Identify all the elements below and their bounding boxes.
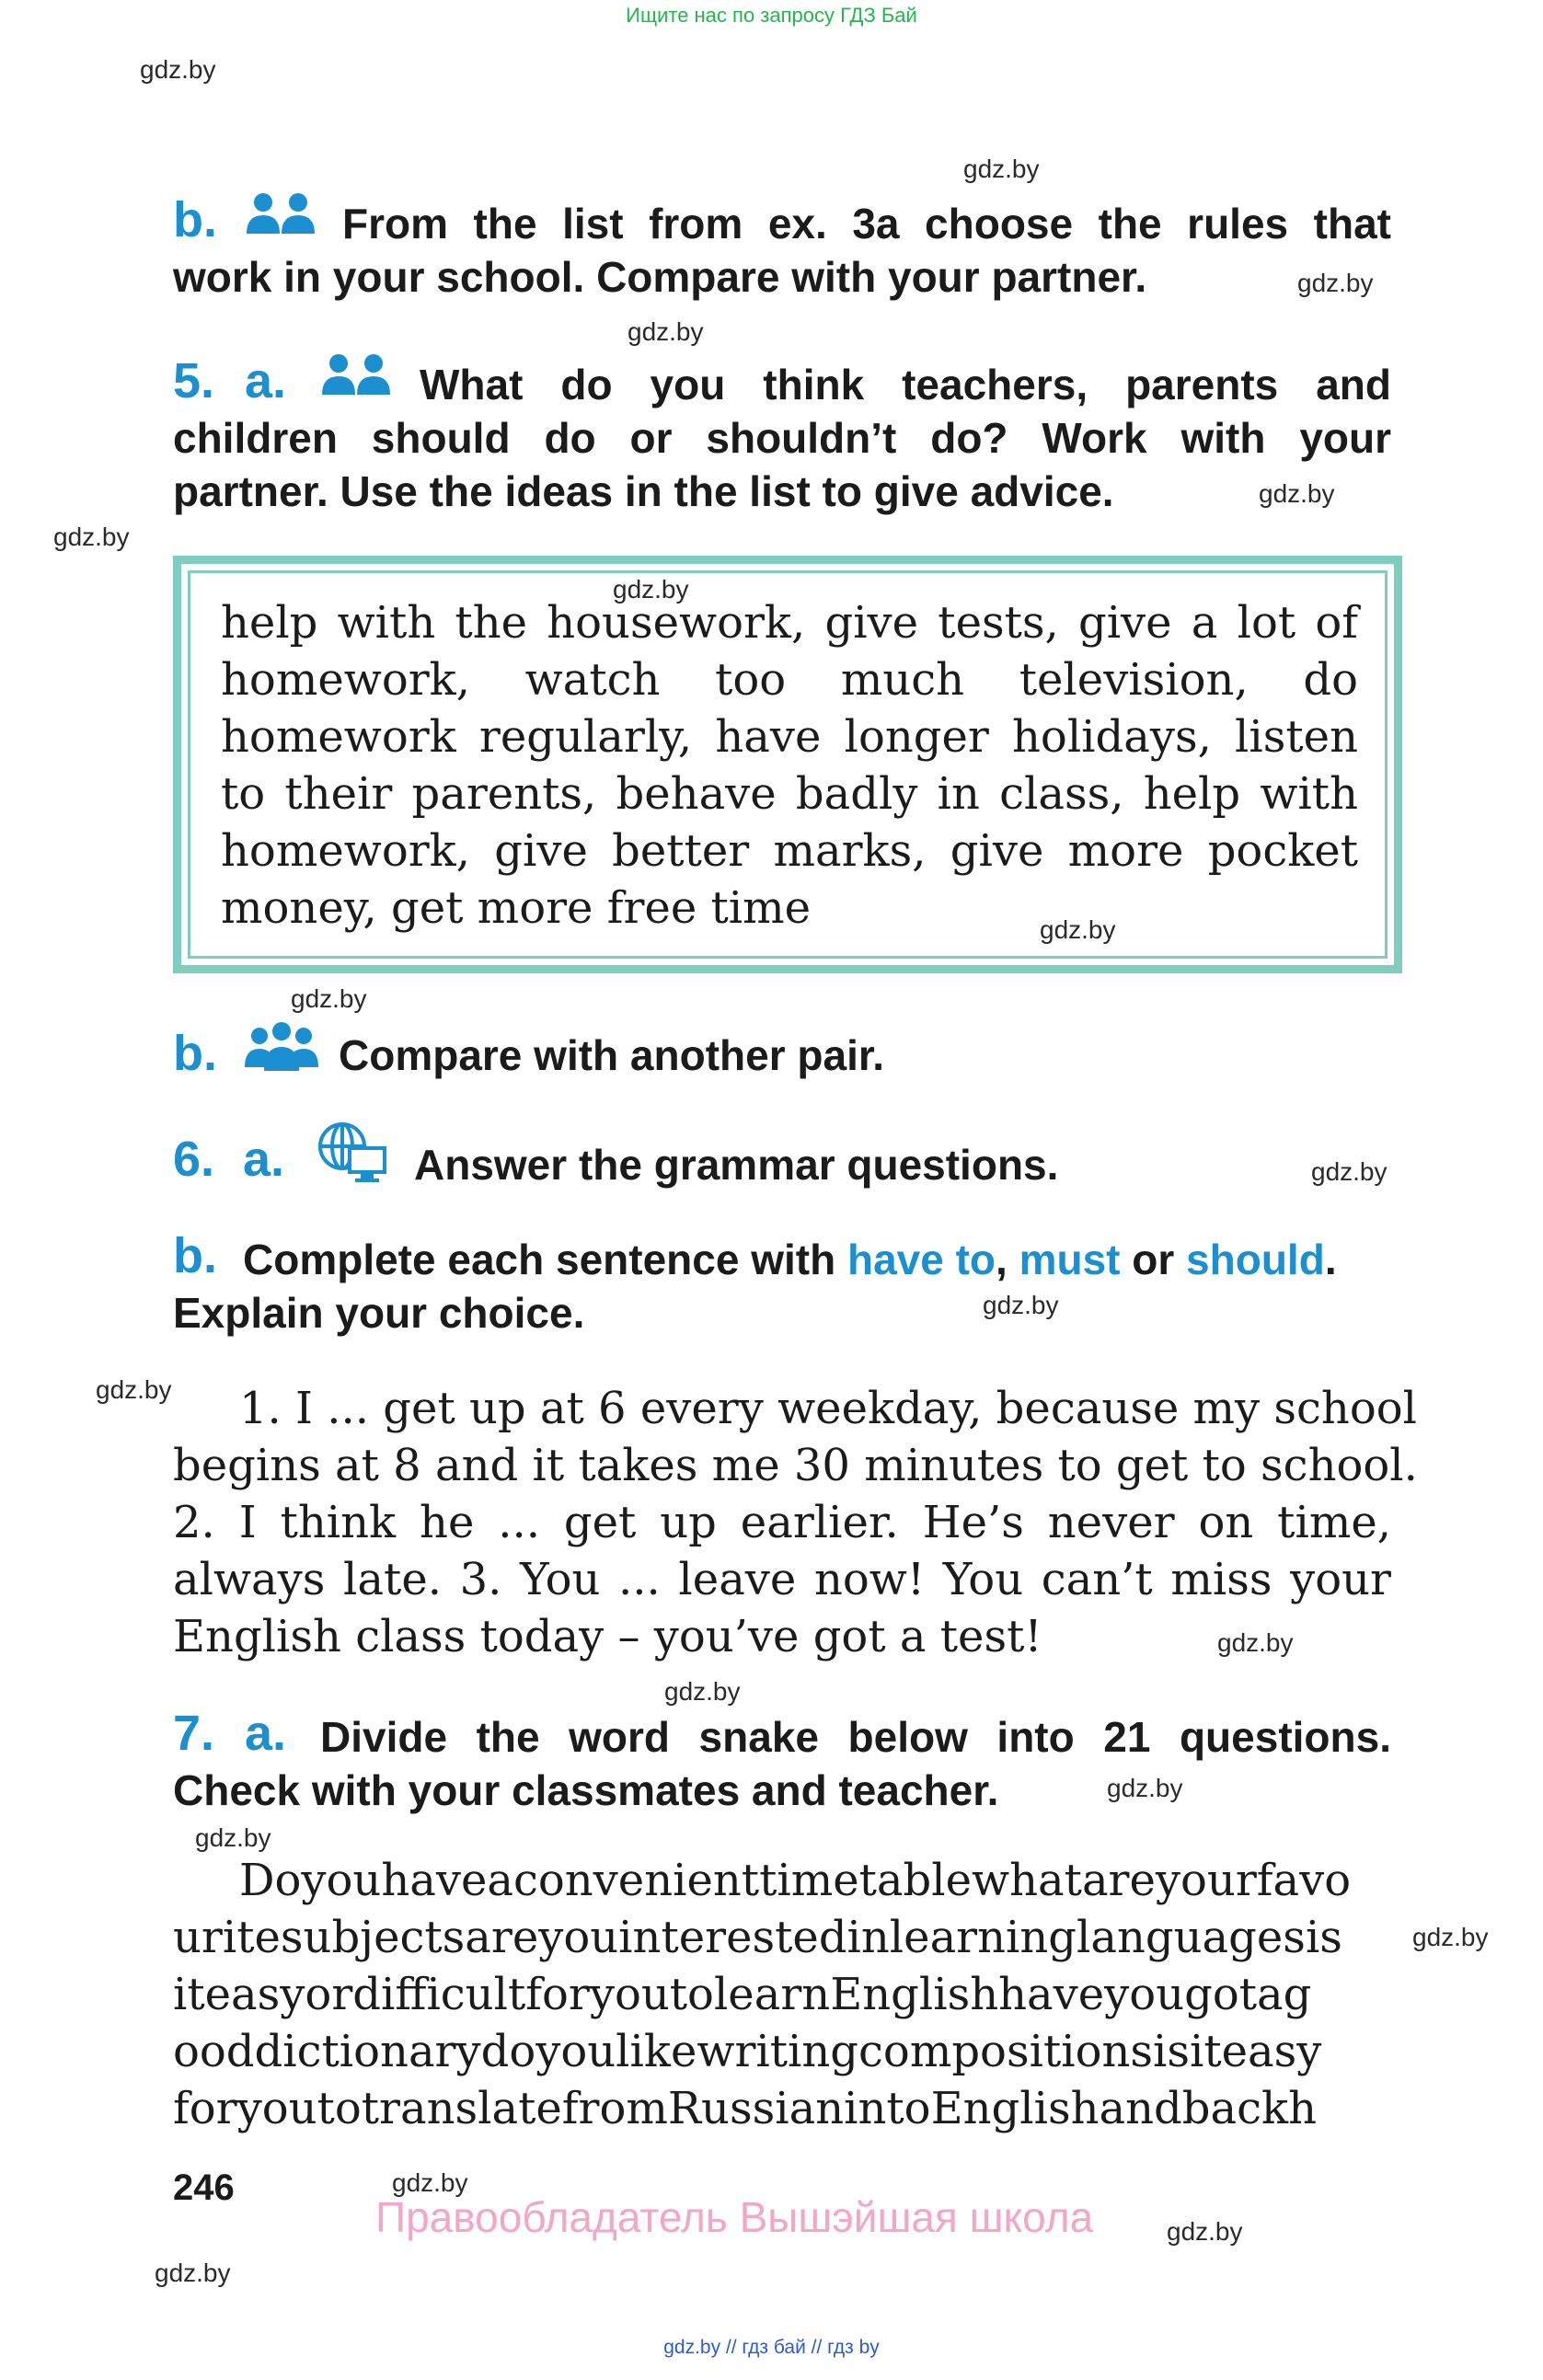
exercise-letter: a.	[245, 353, 287, 408]
exercise-instruction: Divide the word snake below into 21 questions.	[320, 1713, 1391, 1761]
sentence-line: 2. I think he ... get up earlier. He’s never on time,	[173, 1497, 1391, 1548]
modal-option-have-to: have to	[846, 1236, 996, 1283]
exercise-letter: b.	[173, 1228, 217, 1283]
separator: or	[1120, 1236, 1187, 1283]
watermark: gdz.by	[155, 2259, 231, 2287]
exercise-instruction: partner. Use the ideas in the list to give advice.	[173, 467, 1114, 515]
exercise-number: 7.	[173, 1706, 215, 1761]
watermark: gdz.by	[53, 523, 130, 551]
word-snake-line: Doyouhaveaconvenienttimetablewhatareyourfavo	[239, 1855, 1352, 1906]
exercise-instruction: Explain your choice.	[173, 1289, 585, 1337]
word-snake-line: foryoutotranslatefromRussianintoEnglishandbackh	[173, 2083, 1317, 2134]
exercise-letter: a.	[243, 1132, 285, 1187]
page-number: 246	[173, 2167, 235, 2208]
exercise-instruction: From the list from ex. 3a choose the rules that	[342, 200, 1391, 247]
watermark: gdz.by	[1297, 269, 1374, 297]
watermark: gdz.by	[1311, 1157, 1388, 1186]
publisher-notice: Правообладатель Вышэйшая школа	[375, 2193, 1094, 2241]
watermark: gdz.by	[1412, 1923, 1489, 1951]
globe-computer-icon	[317, 1121, 390, 1185]
watermark: gdz.by	[1259, 479, 1335, 508]
watermark: gdz.by	[392, 2168, 468, 2197]
period: .	[1324, 1236, 1337, 1283]
exercise-number: 6.	[173, 1132, 215, 1187]
ideas-line: homework regularly, have longer holidays, listen	[221, 711, 1358, 763]
ideas-line: help with the housework, give tests, give a lot of	[221, 597, 1358, 649]
watermark: gdz.by	[613, 575, 689, 604]
word-snake-line: ooddictionarydoyoulikewritingcompositionsisiteasy	[173, 2026, 1322, 2077]
watermark: gdz.by	[664, 1677, 741, 1706]
pair-icon	[320, 352, 394, 397]
watermark: gdz.by	[963, 155, 1040, 183]
watermark: gdz.by	[195, 1823, 271, 1852]
exercise-letter: b.	[173, 1026, 217, 1081]
watermark: gdz.by	[140, 55, 216, 84]
pair-icon	[245, 191, 318, 236]
instruction-text: Complete each sentence with	[243, 1236, 847, 1283]
watermark: gdz.by	[1040, 915, 1116, 944]
exercise-instruction: Check with your classmates and teacher.	[173, 1766, 999, 1814]
watermark: gdz.by	[628, 317, 704, 346]
ideas-line: homework, give better marks, give more pocket	[221, 825, 1358, 877]
word-snake-line: uritesubjectsareyouinterestedinlearninglanguagesis	[173, 1912, 1342, 1963]
ideas-line: homework, watch too much television, do	[221, 654, 1358, 706]
sentence-line: 1. I ... get up at 6 every weekday, because my school	[239, 1383, 1417, 1434]
watermark: gdz.by	[291, 984, 367, 1013]
exercise-number: 5.	[173, 353, 215, 408]
exercise-instruction: Answer the grammar questions.	[414, 1141, 1059, 1189]
footer-links[interactable]: gdz.by // гдз бай // гдз by	[663, 2337, 880, 2358]
ideas-line: money, get more free time	[221, 882, 812, 934]
sentence-line: always late. 3. You ... leave now! You can’t miss your	[173, 1554, 1391, 1605]
ideas-line: to their parents, behave badly in class, help with	[221, 768, 1358, 820]
ideas-list	[221, 594, 1358, 937]
exercise-instruction: work in your school. Compare with your partner.	[173, 253, 1147, 301]
top-banner: Ищите нас по запросу ГДЗ Бай	[626, 4, 917, 27]
modal-option-must: must	[1019, 1236, 1121, 1283]
watermark: gdz.by	[1217, 1628, 1294, 1657]
exercise-letter: a.	[245, 1706, 287, 1761]
sentence-line: begins at 8 and it takes me 30 minutes to get to school.	[173, 1440, 1418, 1491]
separator: ,	[996, 1236, 1019, 1283]
sentence-line: English class today – you’ve got a test!	[173, 1611, 1042, 1662]
watermark: gdz.by	[1167, 2217, 1243, 2246]
word-snake-line: iteasyordifficultforyoutolearnEnglishhaveyougotag	[173, 1969, 1312, 2020]
word-snake	[173, 1852, 1391, 2137]
watermark: gdz.by	[1107, 1774, 1183, 1802]
watermark: gdz.by	[96, 1375, 172, 1404]
exercise-letter: b.	[173, 192, 217, 247]
sentences-block	[173, 1380, 1418, 1665]
exercise-instruction: Compare with another pair.	[339, 1031, 884, 1079]
group-icon	[241, 1021, 322, 1073]
exercise-instruction: What do you think teachers, parents and	[420, 361, 1391, 408]
exercise-instruction: children should do or shouldn’t do? Work with your	[173, 414, 1391, 462]
exercise-instruction	[243, 1233, 1337, 1286]
modal-option-should: should	[1186, 1236, 1325, 1283]
watermark: gdz.by	[983, 1291, 1059, 1319]
